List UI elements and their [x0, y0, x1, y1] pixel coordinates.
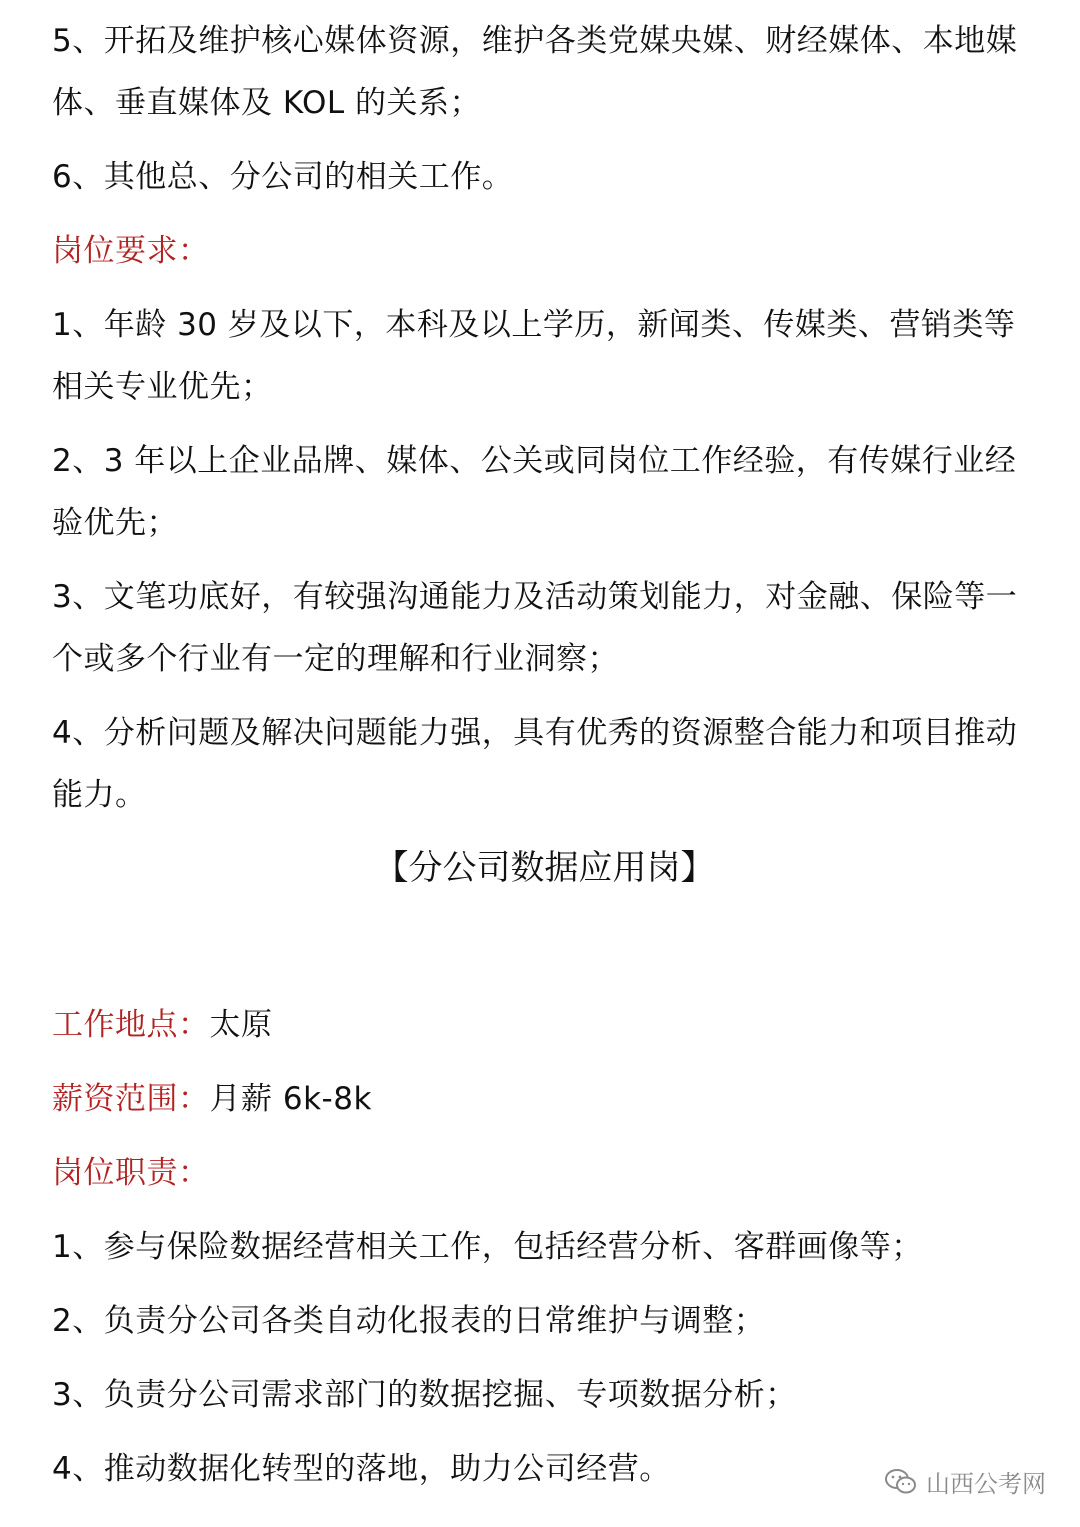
- requirement-item: 1、年龄 30 岁及以下，本科及以上学历，新闻类、传媒类、营销类等相关专业优先；: [52, 307, 1016, 405]
- requirement-item: 2、3 年以上企业品牌、媒体、公关或同岗位工作经验，有传媒行业经验优先；: [52, 443, 1017, 541]
- responsibility-item: 5、开拓及维护核心媒体资源，维护各类党媒央媒、财经媒体、本地媒体、垂直媒体及 KOL 的关系；: [52, 23, 1018, 121]
- duty-item: 1、参与保险数据经营相关工作，包括经营分析、客群画像等；: [52, 1229, 923, 1265]
- location-line: [52, 994, 1037, 1056]
- watermark: [884, 1464, 1046, 1499]
- requirement-item: 3、文笔功底好，有较强沟通能力及活动策划能力，对金融、保险等一个或多个行业有一定的理解和行业洞察；: [52, 579, 1018, 677]
- wechat-icon: [884, 1467, 918, 1497]
- article-body: [52, 10, 1037, 1512]
- location-label: 工作地点：: [52, 1007, 210, 1043]
- salary-line: [52, 1068, 1037, 1130]
- responsibility-item: 6、其他总、分公司的相关工作。: [52, 159, 514, 195]
- duty-item: 2、负责分公司各类自动化报表的日常维护与调整；: [52, 1303, 766, 1339]
- position-title: 【分公司数据应用岗】: [374, 848, 715, 888]
- requirements-label: 岗位要求：: [52, 233, 210, 269]
- requirement-item: 4、分析问题及解决问题能力强，具有优秀的资源整合能力和项目推动能力。: [52, 715, 1018, 813]
- salary-value: 月薪 6k-8k: [209, 1081, 372, 1117]
- location-value: 太原: [209, 1007, 273, 1043]
- spacer: [52, 898, 1037, 994]
- duties-label: 岗位职责：: [52, 1155, 210, 1191]
- duty-item: 4、推动数据化转型的落地，助力公司经营。: [52, 1451, 671, 1487]
- duty-item: 3、负责分公司需求部门的数据挖掘、专项数据分析；: [52, 1377, 797, 1413]
- watermark-text: 山西公考网: [926, 1470, 1046, 1498]
- salary-label: 薪资范围：: [52, 1081, 210, 1117]
